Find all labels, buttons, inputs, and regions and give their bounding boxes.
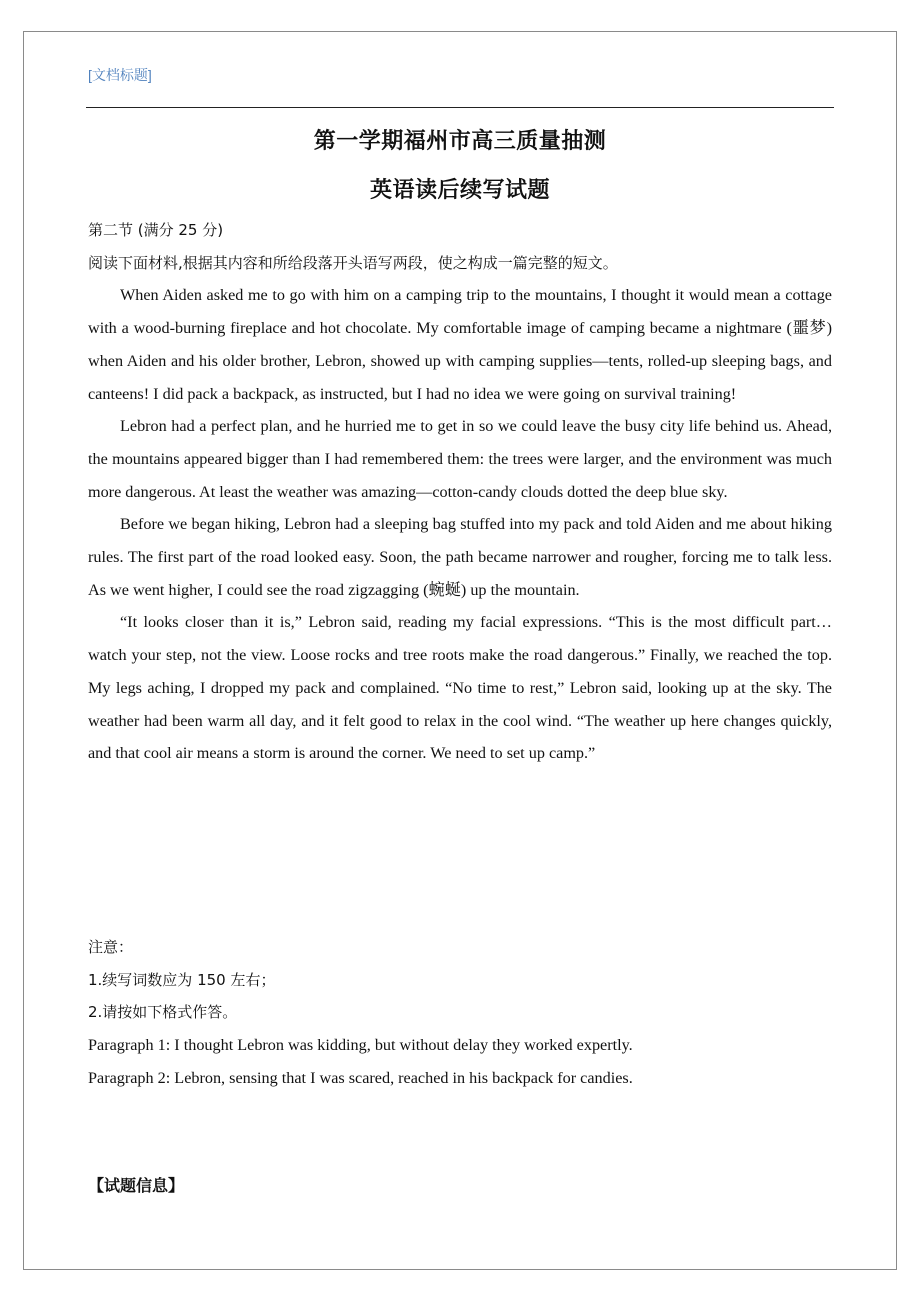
- paragraph-1-prompt: Paragraph 1: I thought Lebron was kidding, but without delay they worked expertly.: [88, 1036, 633, 1055]
- paragraph-2-prompt: Paragraph 2: Lebron, sensing that I was scared, reached in his backpack for candies.: [88, 1068, 633, 1087]
- passage-paragraph: Lebron had a perfect plan, and he hurried me to get in so we could leave the busy city life behind us. Ahead, the mountains appeared bigger than I had remembered them: the trees were larger, and the environment was much more dangerous. At least the weather was amazing—cotton-candy clouds dotted the deep blue sky.: [88, 417, 832, 501]
- instruction-text: 阅读下面材料,根据其内容和所给段落开头语写两段，使之构成一篇完整的短文。: [88, 253, 618, 272]
- exam-title: 第一学期福州市高三质量抽测: [313, 129, 607, 154]
- notes-heading: 注意：: [88, 938, 134, 956]
- section-label: 第二节 (满分 25 分): [88, 221, 224, 239]
- passage-paragraph: Before we began hiking, Lebron had a sleeping bag stuffed into my pack and told Aiden and me about hiking rules. The first part of the road looked easy. Soon, the path became narrower and rougher, forcing me to talk less. As we went higher, I could see the road zigzagging (蜿蜒) up the mountain.: [88, 515, 832, 599]
- notes-section: [88, 931, 832, 1095]
- question-info-label: 【试题信息】: [88, 1176, 185, 1195]
- passage-paragraph: “It looks closer than it is,” Lebron said, reading my facial expressions. “This is the most difficult part… watch your step, not the view. Loose rocks and tree roots make the road dangerous.” Finally, we reached the top. My legs aching, I dropped my pack and complained. “No time to rest,” Lebron said, looking up at the sky. The weather had been warm all day, and it felt good to relax in the cool wind. “The weather up here changes quickly, and that cool air means a storm is around the corner. We need to set up camp.”: [88, 613, 832, 763]
- note-word-count: 1.续写词数应为 150 左右；: [88, 970, 276, 989]
- exam-subtitle: 英语读后续写试题: [369, 178, 550, 203]
- document-title-placeholder[interactable]: [文档标题]: [88, 67, 152, 83]
- question-body: [88, 214, 832, 770]
- passage-paragraph: When Aiden asked me to go with him on a camping trip to the mountains, I thought it would mean a cottage with a wood-burning fireplace and hot chocolate. My comfortable image of camping became a nightmare (噩梦) when Aiden and his older brother, Lebron, showed up with camping supplies—tents, rolled-up sleeping bags, and canteens! I did pack a backpack, as instructed, but I had no idea we were going on survival training!: [88, 286, 832, 403]
- header-divider: [86, 107, 834, 108]
- note-format: 2.请按如下格式作答。: [88, 1003, 238, 1022]
